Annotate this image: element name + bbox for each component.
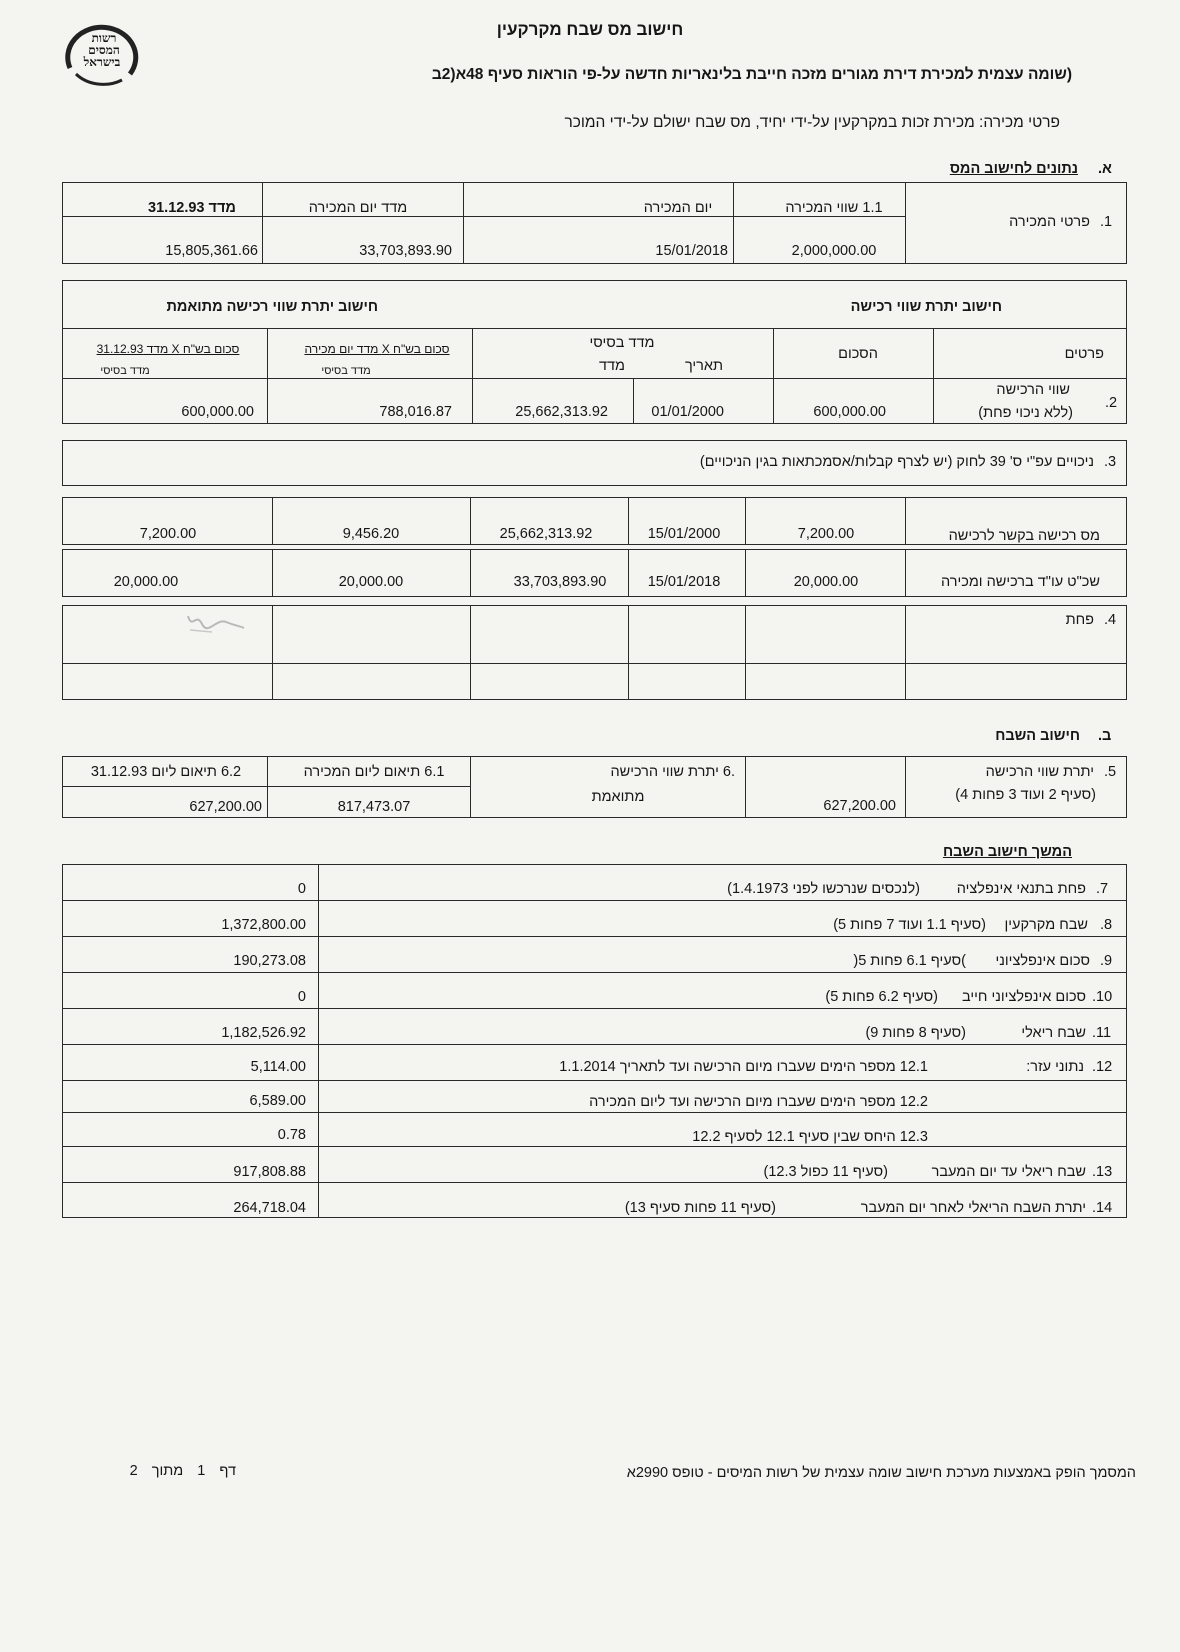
- deduction-date: 15/01/2000: [647, 526, 721, 542]
- row-num: .11: [1092, 1025, 1112, 1041]
- row-label: שבח ריאלי עד יום המעבר: [931, 1164, 1086, 1180]
- row4-label: פחת: [1065, 612, 1094, 628]
- pen-mark-icon: [182, 608, 252, 638]
- row5-label-1: יתרת שווי הרכישה: [985, 764, 1094, 780]
- deduction-sum-base: 7,200.00: [139, 526, 197, 542]
- col-amount: הסכום: [838, 346, 878, 362]
- row5-num: 5.: [1104, 764, 1117, 780]
- col-sum-base-bottom: מדד בסיסי: [100, 365, 150, 377]
- row2-sum-sale: 788,016.87: [379, 404, 452, 420]
- deduction-sum-sale: 20,000.00: [338, 574, 404, 590]
- row-label: פחת בתנאי אינפלציה: [956, 881, 1086, 897]
- row2-date: 01/01/2000: [651, 404, 724, 420]
- deduction-amount: 20,000.00: [793, 574, 859, 590]
- row-label: סכום אינפלציוני: [995, 953, 1090, 969]
- row2-num: 2.: [1105, 395, 1118, 411]
- row-label: יתרת השבח הריאלי לאחר יום המעבר: [860, 1200, 1086, 1216]
- section-b-label: ב.: [1098, 728, 1112, 744]
- col-items: פרטים: [1064, 346, 1104, 362]
- logo-line-1: רשות: [91, 31, 117, 45]
- row-value: 0: [297, 881, 306, 897]
- page-number: 1: [197, 1463, 206, 1479]
- row-note: (סעיף 11 פחות סעיף 13): [624, 1200, 776, 1216]
- col-sum-sale-bottom: מדד בסיסי: [321, 365, 371, 377]
- row-label: שבח ריאלי: [1021, 1025, 1086, 1041]
- footer-note: המסמך הופק באמצעות מערכת חישוב שומה עצמית של רשות המיסים - טופס 2990א: [626, 1465, 1136, 1481]
- page-indicator: [116, 1462, 236, 1482]
- continuation-title: המשך חישוב השבח: [942, 844, 1072, 860]
- col-sum-base-top: סכום בש"ח X מדד 31.12.93: [96, 342, 240, 356]
- adj-sale: 817,473.07: [337, 799, 411, 815]
- row5-label-2: (סעיף 2 ועוד 3 פחות 4): [955, 787, 1096, 803]
- deduction-sum-sale: 9,456.20: [342, 526, 400, 542]
- row-num: .12: [1092, 1059, 1113, 1075]
- deduction-label: שכ"ט עו"ד ברכישה ומכירה: [940, 574, 1100, 590]
- row-num: .9: [1100, 953, 1113, 969]
- page-total: 2: [129, 1463, 138, 1479]
- col-date: תאריך: [684, 358, 724, 374]
- row-label: שבח מקרקעין: [1004, 917, 1088, 933]
- row-value: 264,718.04: [233, 1200, 306, 1216]
- col-base-index: מדד בסיסי: [589, 335, 655, 351]
- index-base-label: מדד 31.12.93: [148, 200, 236, 216]
- sale-value: 2,000,000.00: [791, 243, 877, 259]
- sale-date-label: יום המכירה: [643, 200, 713, 216]
- logo-line-3: בישראל: [83, 55, 121, 69]
- sale-value-label: 1.1 שווי המכירה: [785, 200, 883, 216]
- section-a-label: א.: [1098, 161, 1112, 177]
- index-sale: 33,703,893.90: [359, 243, 452, 259]
- page-title: חישוב מס שבח מקרקעין: [496, 20, 684, 39]
- row-note: (סעיף 11 כפול 12.3): [763, 1164, 888, 1180]
- row1-num: 1.: [1100, 214, 1113, 230]
- deduction-index: 33,703,893.90: [513, 574, 607, 590]
- row-value: 5,114.00: [250, 1059, 306, 1075]
- logo-line-2: המסים: [88, 43, 120, 57]
- row-value: 1,182,526.92: [221, 1025, 306, 1041]
- row-value: 190,273.08: [233, 953, 306, 969]
- section-a-title: נתונים לחישוב המס: [949, 161, 1078, 177]
- row-note: 12.2 מספר הימים שעברו מיום הרכישה ועד ליום המכירה: [589, 1094, 928, 1110]
- adj-base: 627,200.00: [189, 799, 262, 815]
- row-note: )סעיף 6.1 פחות 5(: [853, 953, 966, 969]
- col-sum-sale-top: סכום בש"ח X מדד יום מכירה: [304, 342, 450, 356]
- row2-sum-base: 600,000.00: [181, 404, 254, 420]
- row5-value: 627,200.00: [823, 798, 896, 814]
- adj-sale-label: 6.1 תיאום ליום המכירה: [303, 764, 445, 780]
- acq-title-left: חישוב יתרת שווי רכישה מתואמת: [166, 299, 378, 315]
- index-base: 15,805,361.66: [165, 243, 258, 259]
- page-label: דף: [219, 1463, 236, 1479]
- row-value: 917,808.88: [233, 1164, 306, 1180]
- row6-label-1: .6 יתרת שווי הרכישה: [610, 764, 735, 780]
- row-note: (סעיף 1.1 ועוד 7 פחות 5): [833, 917, 986, 933]
- row6-label-2: מתואמת: [591, 789, 645, 805]
- index-sale-label: מדד יום המכירה: [308, 200, 408, 216]
- deduction-sum-base: 20,000.00: [113, 574, 179, 590]
- row-note: (סעיף 8 פחות 9): [865, 1025, 966, 1041]
- row2-amount: 600,000.00: [813, 404, 886, 420]
- row-note: (לנכסים שנרכשו לפני 1.4.1973): [727, 881, 920, 897]
- col-index: מדד: [598, 358, 626, 374]
- row-value: 6,589.00: [249, 1093, 306, 1109]
- row-num: .14: [1092, 1200, 1113, 1216]
- of-label: מתוך: [151, 1463, 184, 1479]
- row-label: סכום אינפלציוני חייב: [962, 989, 1086, 1005]
- page-subtitle: (שומה עצמית למכירת דירת מגורים מזכה חייבת בלינאריות חדשה על-פי הוראות סעיף 48א(2ב: [431, 66, 1072, 83]
- adj-base-label: 6.2 תיאום ליום 31.12.93: [90, 764, 242, 780]
- row-note: (סעיף 6.2 פחות 5): [825, 989, 938, 1005]
- row2-index: 25,662,313.92: [515, 404, 608, 420]
- row-num: .10: [1092, 989, 1113, 1005]
- deduction-amount: 7,200.00: [797, 526, 855, 542]
- acq-title-right: חישוב יתרת שווי רכישה: [850, 299, 1002, 315]
- deduction-index: 25,662,313.92: [499, 526, 593, 542]
- row-value: 1,372,800.00: [221, 917, 306, 933]
- row-value: 0.78: [277, 1127, 306, 1143]
- section-b-title: חישוב השבח: [995, 728, 1080, 744]
- row-note: 12.1 מספר הימים שעברו מיום הרכישה ועד לתאריך 1.1.2014: [559, 1059, 928, 1075]
- row3-num: 3.: [1104, 454, 1117, 470]
- deduction-label: מס רכישה בקשר לרכישה: [948, 528, 1100, 544]
- row-num: .13: [1092, 1164, 1113, 1180]
- row-num: .7: [1096, 881, 1109, 897]
- row-value: 0: [297, 989, 306, 1005]
- row1-label: פרטי המכירה: [1009, 214, 1090, 230]
- row-num: .8: [1100, 917, 1113, 933]
- deduction-date: 15/01/2018: [647, 574, 721, 590]
- row3-label: ניכויים עפ"י ס' 39 לחוק (יש לצרף קבלות/אסמכתאות בגין הניכויים): [699, 454, 1094, 470]
- row4-num: 4.: [1104, 612, 1117, 628]
- row-label: נתוני עזר:: [1026, 1059, 1084, 1075]
- row2-label-2: (ללא ניכוי פחת): [978, 405, 1073, 421]
- sale-details: פרטי מכירה: מכירת זכות במקרקעין על-ידי יחיד, מס שבח ישולם על-ידי המוכר: [564, 114, 1060, 131]
- row-note: 12.3 היחס שבין סעיף 12.1 לסעיף 12.2: [692, 1129, 928, 1145]
- sale-date: 15/01/2018: [655, 243, 728, 259]
- row2-label-1: שווי הרכישה: [996, 382, 1070, 398]
